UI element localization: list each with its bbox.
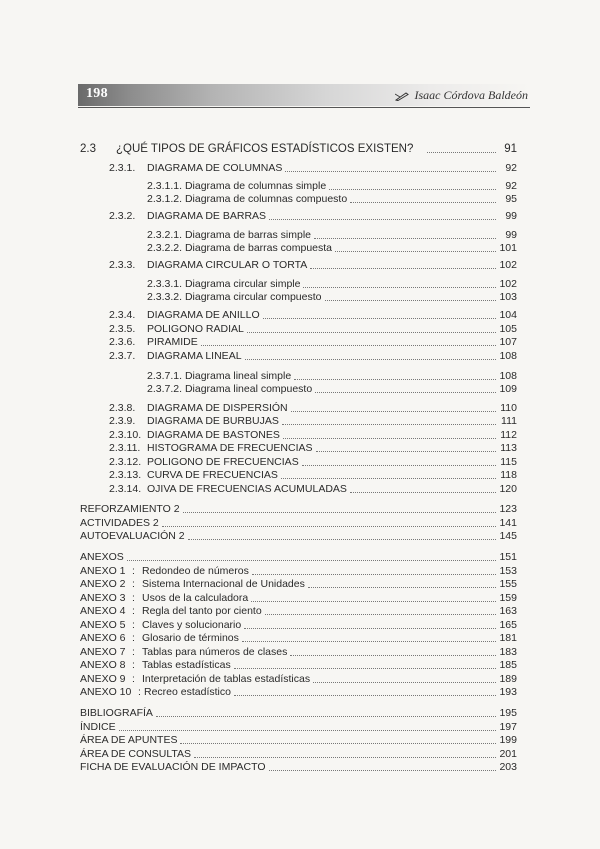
toc-page: 99: [505, 210, 517, 222]
leader-dots: [283, 437, 496, 439]
leader-dots: [245, 358, 496, 360]
leader-dots: [162, 525, 496, 527]
toc-entry[interactable]: [109, 483, 517, 495]
toc-page: 112: [500, 429, 517, 441]
leader-dots: [242, 640, 496, 642]
toc-entry[interactable]: [109, 162, 517, 174]
toc-title: 2.3.1.2. Diagrama de columnas compuesto: [147, 193, 348, 205]
toc-entry[interactable]: [80, 578, 517, 590]
toc-page: 102: [499, 278, 517, 290]
toc-title: Glosario de términos: [142, 632, 239, 644]
leader-dots: [252, 573, 496, 575]
toc-title: CURVA DE FRECUENCIAS: [147, 469, 278, 481]
leader-dots: [281, 477, 496, 479]
toc-title: Regla del tanto por ciento: [142, 605, 262, 617]
toc-title: FICHA DE EVALUACIÓN DE IMPACTO: [80, 761, 266, 773]
leader-dots: [290, 654, 496, 656]
toc-page: 181: [499, 632, 517, 644]
toc-entry[interactable]: [80, 707, 517, 719]
toc-title: 2.3.1.1. Diagrama de columnas simple: [147, 180, 327, 192]
toc-page: 111: [501, 415, 517, 427]
toc-title: ANEXOS: [80, 551, 124, 563]
leader-dots: [335, 250, 496, 252]
leader-dots: [302, 464, 496, 466]
toc-title: DIAGRAMA DE BARRAS: [147, 210, 267, 222]
toc-title: BIBLIOGRAFÍA: [80, 707, 153, 719]
toc-page: 104: [499, 309, 517, 321]
leader-dots: [282, 423, 496, 425]
colon-separator: :: [132, 619, 135, 631]
toc-title: ÁREA DE APUNTES: [80, 734, 178, 746]
toc-title: 2.3.7.2. Diagrama lineal compuesto: [147, 383, 313, 395]
toc-number: ANEXO 1: [80, 565, 126, 577]
toc-page: 199: [499, 734, 517, 746]
toc-page: 109: [499, 383, 517, 395]
header-rule: [78, 107, 530, 108]
toc-number: 2.3.6.: [109, 336, 136, 348]
toc-entry[interactable]: [80, 619, 517, 631]
toc-page: 95: [505, 193, 517, 205]
toc-entry[interactable]: [80, 530, 517, 542]
toc-entry[interactable]: [109, 456, 517, 468]
toc-page: 159: [499, 592, 517, 604]
toc-page: 118: [500, 469, 517, 481]
toc-page: 115: [500, 456, 517, 468]
toc-entry[interactable]: [80, 673, 517, 685]
toc-number: 2.3.3.: [109, 259, 136, 271]
toc-number: ANEXO 10: [80, 686, 132, 698]
leader-dots: [303, 286, 496, 288]
toc-entry[interactable]: [109, 415, 517, 427]
leader-dots: [310, 267, 496, 269]
toc-title: POLIGONO RADIAL: [147, 323, 244, 335]
leader-dots: [294, 378, 496, 380]
toc-entry[interactable]: [109, 309, 517, 321]
toc-title: 2.3.3.1. Diagrama circular simple: [147, 278, 301, 290]
toc-entry[interactable]: [147, 180, 517, 192]
leader-dots: [247, 331, 496, 333]
toc-title: Recreo estadístico: [144, 686, 231, 698]
leader-dots: [251, 600, 496, 602]
leader-dots: [285, 170, 496, 172]
toc-entry[interactable]: [80, 565, 517, 577]
toc-page: 185: [499, 659, 517, 671]
colon-separator: :: [132, 565, 135, 577]
leader-dots: [201, 344, 496, 346]
toc-entry[interactable]: [109, 210, 517, 222]
toc-title: ÁREA DE CONSULTAS: [80, 748, 192, 760]
toc-number: ANEXO 8: [80, 659, 126, 671]
toc-title: POLIGONO DE FRECUENCIAS: [147, 456, 299, 468]
toc-page: 183: [499, 646, 517, 658]
toc-entry[interactable]: [80, 592, 517, 604]
toc-title: ACTIVIDADES 2: [80, 517, 159, 529]
author-line: [395, 88, 528, 103]
leader-dots: [314, 237, 496, 239]
leader-dots: [315, 391, 496, 393]
colon-separator: :: [132, 632, 135, 644]
toc-entry[interactable]: [80, 551, 517, 563]
toc-title: DIAGRAMA DE ANILLO: [147, 309, 260, 321]
colon-separator: :: [132, 605, 135, 617]
toc-entry[interactable]: [147, 278, 517, 290]
pen-icon: [395, 91, 409, 101]
page-header: [78, 84, 530, 108]
toc-entry[interactable]: [80, 721, 517, 733]
toc-number: ANEXO 7: [80, 646, 126, 658]
toc-title: AUTOEVALUACIÓN 2: [80, 530, 185, 542]
toc-title: DIAGRAMA DE COLUMNAS: [147, 162, 283, 174]
leader-dots: [316, 450, 497, 452]
toc-title: Interpretación de tablas estadísticas: [142, 673, 311, 685]
leader-dots: [269, 769, 496, 771]
toc-entry[interactable]: [147, 291, 517, 303]
toc-entry[interactable]: [109, 429, 517, 441]
toc-title: Claves y solucionario: [142, 619, 242, 631]
toc-title: 2.3.3.2. Diagrama circular compuesto: [147, 291, 322, 303]
leader-dots: [119, 729, 496, 731]
toc-title: Usos de la calculadora: [142, 592, 249, 604]
toc-entry[interactable]: [147, 383, 517, 395]
toc-page: 203: [499, 761, 517, 773]
toc-entry[interactable]: [80, 686, 517, 698]
leader-dots: [234, 694, 496, 696]
toc-entry[interactable]: [109, 402, 517, 414]
leader-dots: [183, 511, 496, 513]
toc-page: 123: [499, 503, 517, 515]
toc-entry-2-3[interactable]: [80, 143, 517, 155]
toc-entry[interactable]: [80, 748, 517, 760]
toc-title: DIAGRAMA DE BURBUJAS: [147, 415, 279, 427]
toc-title: Sistema Internacional de Unidades: [142, 578, 305, 590]
toc-page: 110: [500, 402, 517, 414]
toc-page: 107: [499, 336, 517, 348]
leader-dots: [350, 491, 496, 493]
toc-entry[interactable]: [147, 193, 517, 205]
leader-dots: [427, 151, 496, 153]
toc-entry[interactable]: [80, 517, 517, 529]
toc-entry[interactable]: [109, 259, 517, 271]
toc-page: 189: [499, 673, 517, 685]
leader-dots: [329, 188, 496, 190]
toc-number: 2.3.2.: [109, 210, 136, 222]
toc-page: 108: [499, 370, 517, 382]
toc-title: DIAGRAMA LINEAL: [147, 350, 242, 362]
toc-number: 2.3.12.: [109, 456, 142, 468]
colon-separator: :: [132, 592, 135, 604]
leader-dots: [325, 299, 497, 301]
toc-number: 2.3.8.: [109, 402, 136, 414]
colon-separator: :: [138, 686, 141, 698]
toc-page: 163: [499, 605, 517, 617]
leader-dots: [265, 613, 496, 615]
leader-dots: [263, 317, 496, 319]
toc-page: 108: [499, 350, 517, 362]
toc-title: ¿QUÉ TIPOS DE GRÁFICOS ESTADÍSTICOS EXISTEN?: [116, 143, 414, 155]
leader-dots: [313, 681, 496, 683]
toc-page: 195: [499, 707, 517, 719]
toc-entry[interactable]: [80, 646, 517, 658]
toc-page: 105: [499, 323, 517, 335]
toc-entry[interactable]: [80, 605, 517, 617]
toc-number: ANEXO 5: [80, 619, 126, 631]
toc-number: ANEXO 4: [80, 605, 126, 617]
toc-entry[interactable]: [80, 503, 517, 515]
author-name: Isaac Córdova Baldeón: [414, 88, 528, 102]
toc-page: 92: [505, 180, 517, 192]
toc-title: PIRAMIDE: [147, 336, 198, 348]
toc-title: Tablas para números de clases: [142, 646, 288, 658]
colon-separator: :: [132, 578, 135, 590]
toc-entry[interactable]: [147, 370, 517, 382]
toc-page: 201: [499, 748, 517, 760]
toc-number: 2.3.7.: [109, 350, 136, 362]
leader-dots: [127, 559, 496, 561]
leader-dots: [156, 715, 496, 717]
toc-page: 151: [499, 551, 517, 563]
leader-dots: [350, 201, 496, 203]
toc-page: 103: [499, 291, 517, 303]
toc-entry[interactable]: [80, 734, 517, 746]
toc-entry[interactable]: [147, 229, 517, 241]
colon-separator: :: [132, 646, 135, 658]
toc-number: ANEXO 3: [80, 592, 126, 604]
toc-page: 102: [499, 259, 517, 271]
toc-entry[interactable]: [109, 323, 517, 335]
toc-page: 120: [499, 483, 517, 495]
toc-number: 2.3.11.: [109, 442, 141, 454]
toc-page: 141: [499, 517, 517, 529]
toc-title: Tablas estadísticas: [142, 659, 231, 671]
toc-entry[interactable]: [80, 632, 517, 644]
leader-dots: [308, 586, 496, 588]
toc-title: DIAGRAMA DE DISPERSIÓN: [147, 402, 288, 414]
toc-number: ANEXO 2: [80, 578, 126, 590]
toc-number: 2.3: [80, 143, 96, 155]
toc-title: 2.3.2.1. Diagrama de barras simple: [147, 229, 311, 241]
toc-number: 2.3.13.: [109, 469, 142, 481]
toc-number: ANEXO 9: [80, 673, 126, 685]
toc-page: 101: [499, 242, 517, 254]
toc-title: DIAGRAMA DE BASTONES: [147, 429, 280, 441]
toc-number: 2.3.9.: [109, 415, 136, 427]
toc-page: 197: [499, 721, 517, 733]
toc-title: ÍNDICE: [80, 721, 116, 733]
toc-page: 113: [500, 442, 517, 454]
leader-dots: [194, 756, 496, 758]
colon-separator: :: [132, 659, 135, 671]
toc-entry[interactable]: [147, 242, 517, 254]
toc-number: 2.3.5.: [109, 323, 136, 335]
toc-title: OJIVA DE FRECUENCIAS ACUMULADAS: [147, 483, 347, 495]
toc-entry[interactable]: [109, 442, 517, 454]
toc-page: 92: [505, 162, 517, 174]
leader-dots: [180, 742, 496, 744]
toc-page: 145: [499, 530, 517, 542]
toc-title: Redondeo de números: [142, 565, 249, 577]
toc-entry[interactable]: [109, 469, 517, 481]
toc-page: 155: [499, 578, 517, 590]
leader-dots: [291, 410, 496, 412]
toc-entry[interactable]: [80, 659, 517, 671]
toc-number: ANEXO 6: [80, 632, 126, 644]
toc-page: 193: [499, 686, 517, 698]
toc-title: REFORZAMIENTO 2: [80, 503, 180, 515]
toc-title: 2.3.7.1. Diagrama lineal simple: [147, 370, 292, 382]
toc-entry[interactable]: [80, 761, 517, 773]
colon-separator: :: [132, 673, 135, 685]
toc-number: 2.3.14.: [109, 483, 142, 495]
page-number: 198: [86, 86, 108, 101]
toc-title: HISTOGRAMA DE FRECUENCIAS: [147, 442, 313, 454]
toc-page: 99: [505, 229, 517, 241]
toc-page: 91: [504, 143, 517, 155]
toc-number: 2.3.1.: [109, 162, 136, 174]
toc-number: 2.3.10.: [109, 429, 142, 441]
leader-dots: [244, 627, 496, 629]
leader-dots: [234, 667, 496, 669]
toc-page: 153: [499, 565, 517, 577]
toc-number: 2.3.4.: [109, 309, 136, 321]
toc-page: 165: [499, 619, 517, 631]
toc-entry[interactable]: [109, 350, 517, 362]
leader-dots: [269, 218, 496, 220]
toc-title: 2.3.2.2. Diagrama de barras compuesta: [147, 242, 333, 254]
leader-dots: [188, 538, 496, 540]
toc-title: DIAGRAMA CIRCULAR O TORTA: [147, 259, 308, 271]
toc-entry[interactable]: [109, 336, 517, 348]
